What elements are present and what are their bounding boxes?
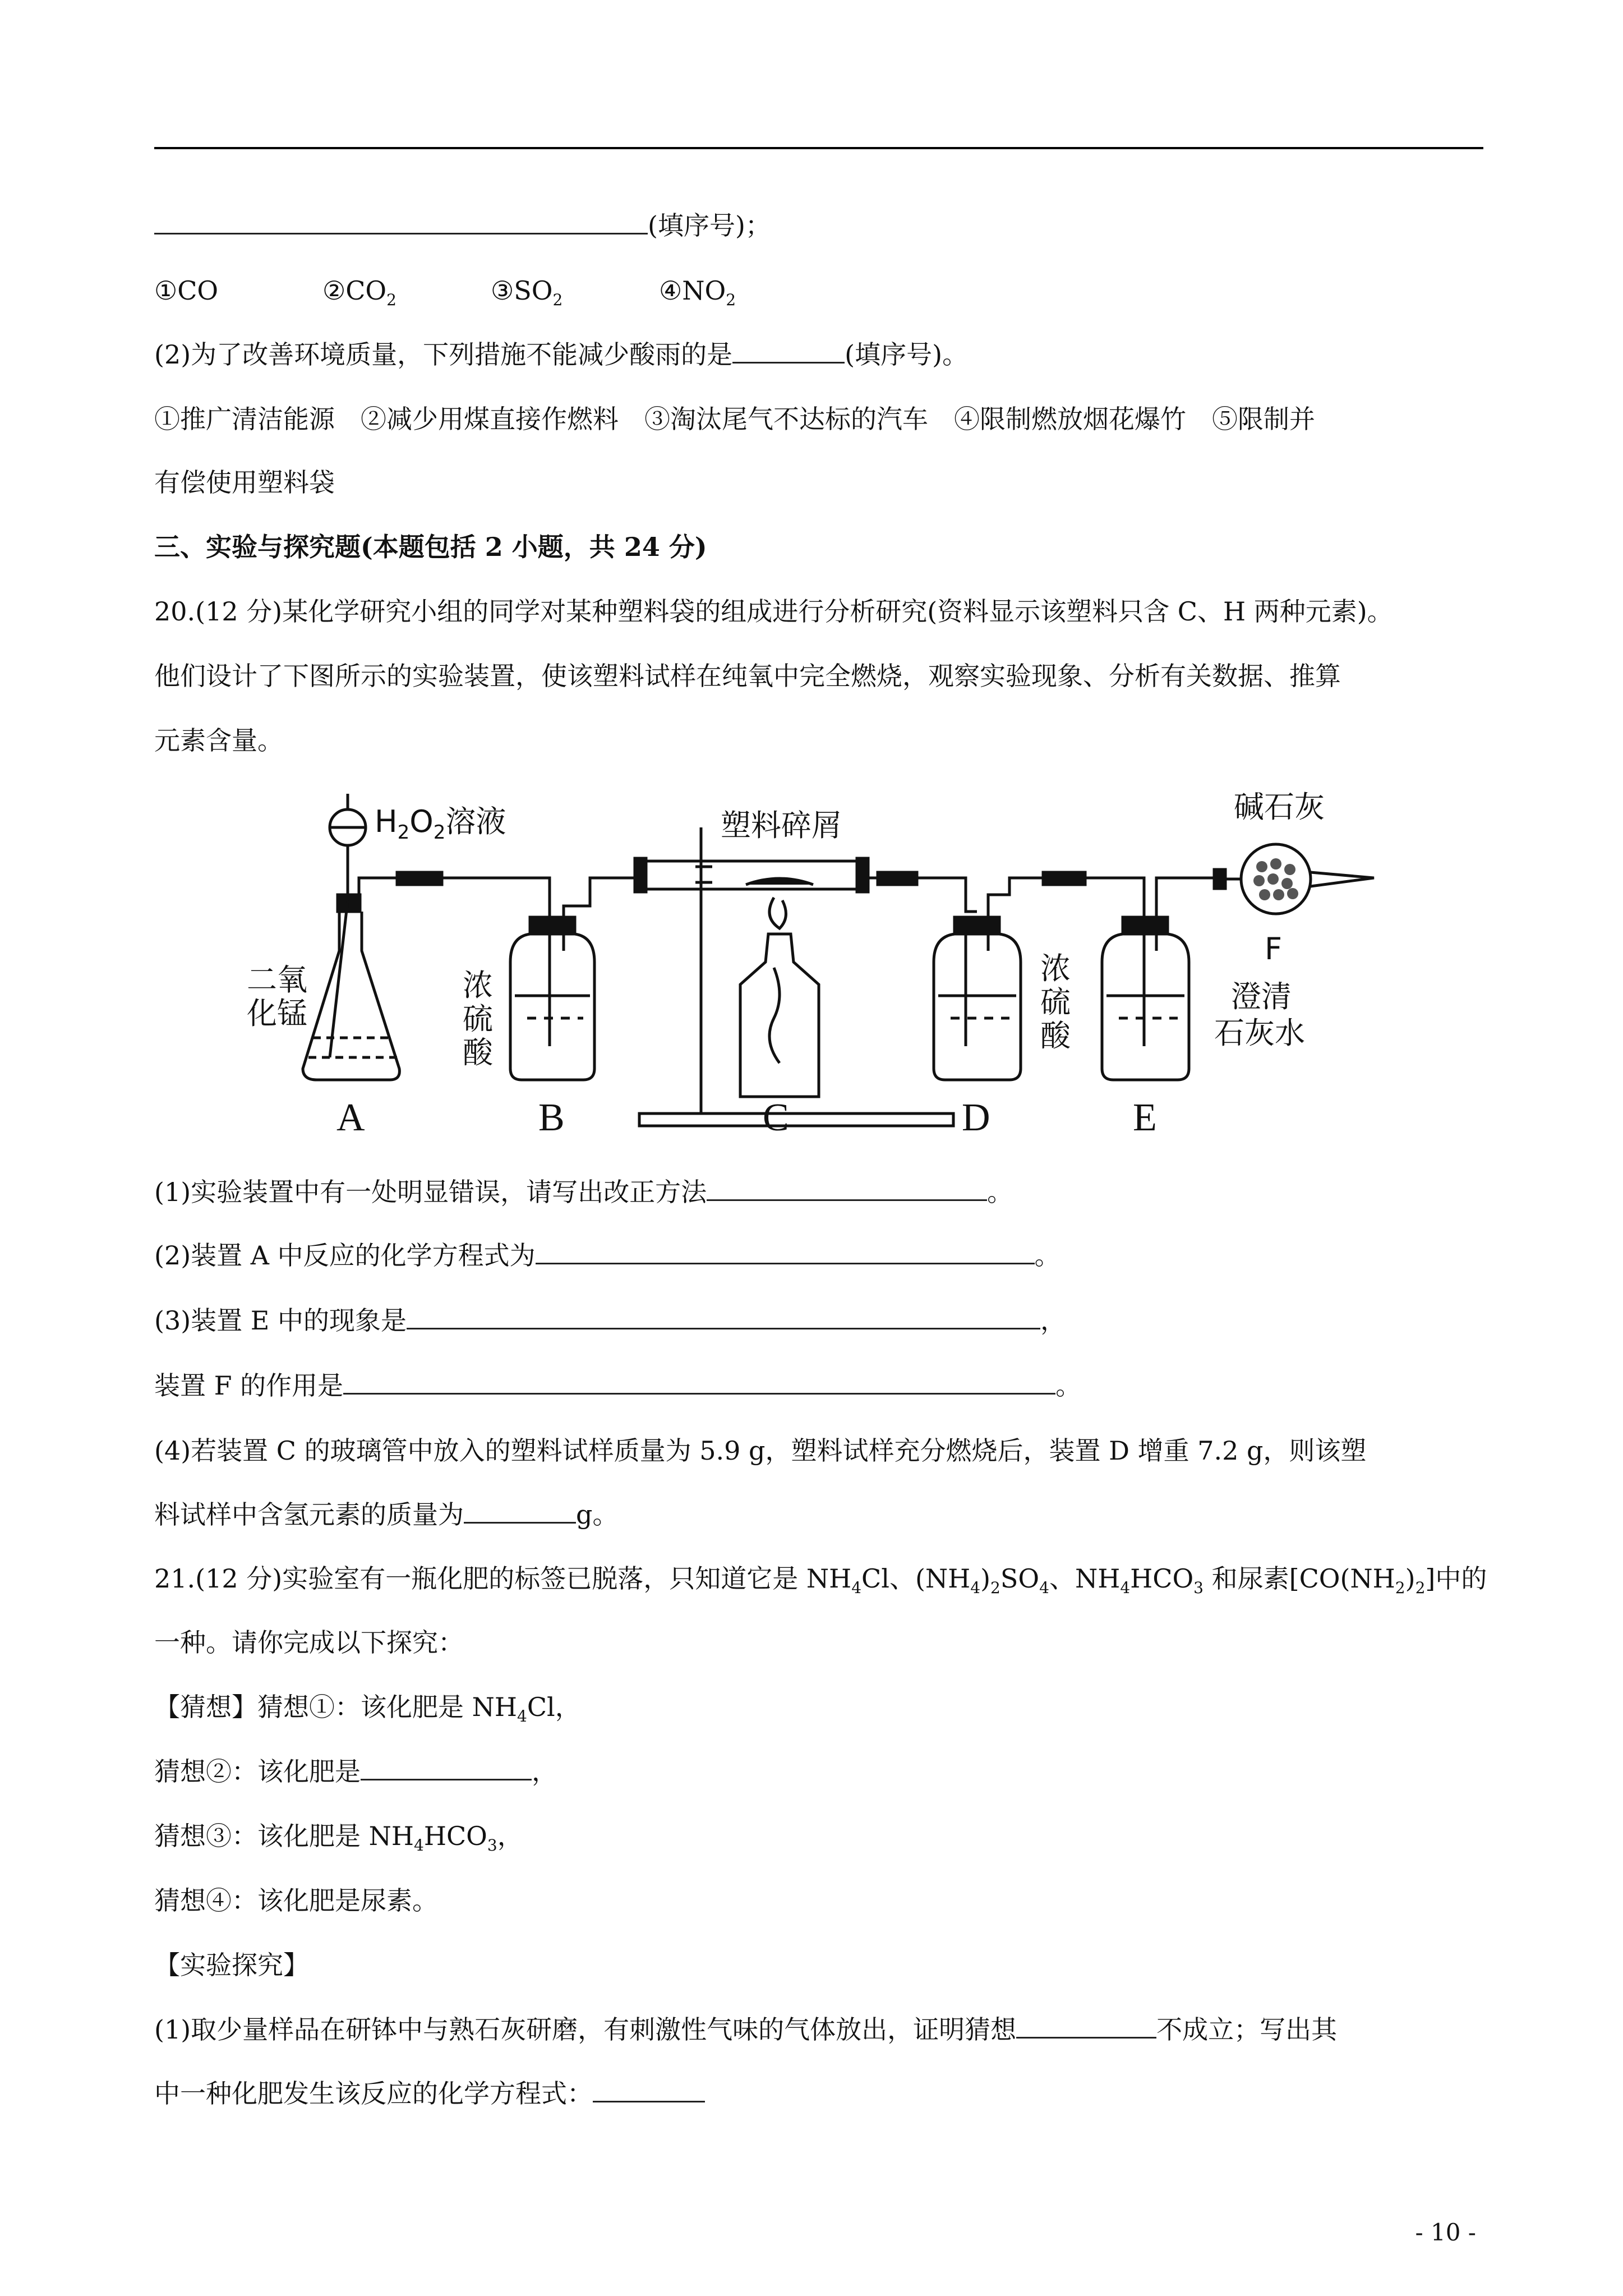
q21-guess-3: 猜想③：该化肥是 $NH_4HCO_3$，: [154, 1821, 523, 1855]
q20-part4-1: (4)若装置 C 的玻璃管中放入的塑料试样质量为 5.9 g，塑料试样充分燃烧后，装置 D 增重 7.2 g，则该塑: [154, 1435, 1367, 1466]
combustion-tube: [639, 861, 864, 889]
acid-d-1: 浓: [1040, 951, 1071, 986]
answer-blank[interactable]: [536, 1241, 1035, 1264]
letter-e: E: [1133, 1096, 1157, 1139]
bottle-b-stopper: [530, 917, 575, 934]
acid-d-3: 酸: [1040, 1018, 1071, 1053]
q20-intro-1: 20.(12 分)某化学研究小组的同学对某种塑料袋的组成进行分析研究(资料显示该塑料只含 C、H 两种元素)。: [154, 596, 1393, 627]
q21-guess-2: 猜想②：该化肥是 ，: [154, 1756, 557, 1787]
alcohol-lamp: [740, 934, 819, 1097]
answer-blank[interactable]: [593, 2079, 705, 2102]
q19-measures-1: ①推广清洁能源 ②减少用煤直接作燃料 ③淘汰尾气不达标的汽车 ④限制燃放烟花爆竹 ⑤限制并: [154, 404, 1315, 434]
q20-part3b: 装置 F 的作用是 。: [154, 1370, 1082, 1401]
q19-fill-line: (填序号)；: [154, 209, 771, 242]
q19-measures-2: 有偿使用塑料袋: [154, 467, 335, 498]
bottle-d-stopper: [955, 917, 999, 934]
h2o2-label: $H_2O_2$溶液: [375, 804, 506, 844]
mno2-label-1: 二氧: [247, 962, 307, 997]
rubber-connector-de: [1043, 872, 1085, 885]
acid-b-3: 酸: [463, 1035, 493, 1070]
flame: [769, 898, 786, 928]
soda-lime-label: 碱石灰: [1234, 789, 1325, 825]
f-label: F: [1265, 931, 1283, 967]
q19-options: [154, 274, 736, 307]
ring-stand-base: [639, 1114, 953, 1126]
section-title: 三、实验与探究题(本题包括 2 小题，共 24 分): [154, 532, 707, 562]
q21-intro-1: 21.(12 分)实验室有一瓶化肥的标签已脱落，只知道它是 $NH_4Cl$、$(NH_4)_2SO_4$、$NH_4HCO_3$ 和尿素$[CO(NH_2)_2]$中的: [154, 1563, 1487, 1597]
option-4: $④NO_2$: [659, 275, 736, 309]
answer-blank[interactable]: [464, 1501, 576, 1524]
q20-part2: (2)装置 A 中反应的化学方程式为 。: [154, 1240, 1061, 1271]
q21-guess-4: 猜想④：该化肥是尿素。: [154, 1885, 438, 1916]
q19-part2: (2)为了改善环境质量，下列措施不能减少酸雨的是 (填序号)。: [154, 339, 969, 370]
experiment-apparatus-figure: [247, 783, 1413, 1147]
q21-intro-2: 一种。请你完成以下探究：: [154, 1627, 464, 1658]
answer-blank[interactable]: [361, 1757, 532, 1780]
acid-d-2: 硫: [1040, 984, 1071, 1020]
q20-intro-3: 元素含量。: [154, 725, 283, 756]
limewater-label-2: 石灰水: [1214, 1015, 1305, 1051]
q20-intro-2: 他们设计了下图所示的实验装置，使该塑料试样在纯氧中完全燃烧，观察实验现象、分析有关数据、推算: [154, 661, 1341, 691]
bottle-b: [510, 934, 594, 1080]
plastic-label: 塑料碎屑: [721, 808, 842, 843]
letter-c: C: [763, 1096, 789, 1139]
answer-blank[interactable]: [407, 1306, 1040, 1329]
answer-blank[interactable]: [343, 1372, 1055, 1395]
letter-b: B: [538, 1096, 565, 1139]
q20-part1: (1)实验装置中有一处明显错误，请写出改正方法 。: [154, 1177, 1013, 1207]
letter-d: D: [962, 1096, 990, 1139]
option-3: $③SO_2$: [491, 275, 563, 309]
mno2-label-2: 化锰: [247, 996, 307, 1031]
answer-blank[interactable]: [732, 341, 845, 364]
bottle-e-stopper: [1123, 917, 1168, 934]
answer-blank[interactable]: [1016, 2016, 1156, 2039]
q21-explore-2: 中一种化肥发生该反应的化学方程式：: [154, 2077, 705, 2110]
letter-a: A: [336, 1096, 365, 1139]
q21-explore-title: 【实验探究】: [154, 1950, 309, 1980]
limewater-label-1: 澄清: [1231, 979, 1292, 1014]
acid-b-1: 浓: [463, 968, 493, 1003]
flask-a: [303, 912, 399, 1080]
q20-part4-2: 料试样中含氢元素的质量为 g。: [154, 1499, 619, 1530]
option-1: ①CO: [154, 275, 219, 306]
rubber-connector-ab: [397, 872, 442, 885]
q20-part3: (3)装置 E 中的现象是 ，: [154, 1305, 1066, 1336]
acid-b-2: 硫: [463, 1001, 493, 1037]
page-number: - 10 -: [1415, 2219, 1476, 2246]
flask-a-stopper: [338, 895, 360, 912]
option-2: $②CO_2$: [322, 275, 396, 309]
rubber-connector-cd: [878, 872, 917, 885]
q21-guess-1: 【猜想】猜想①：该化肥是 $NH_4Cl$，: [154, 1692, 581, 1726]
header-rule: [154, 147, 1483, 149]
answer-blank[interactable]: [707, 1178, 987, 1201]
bottle-d: [934, 934, 1021, 1080]
plastic-scraps: [746, 878, 813, 885]
answer-blank[interactable]: [154, 211, 648, 234]
q21-explore-1: (1)取少量样品在研钵中与熟石灰研磨，有刺激性气味的气体放出，证明猜想 不成立；写出其: [154, 2014, 1338, 2045]
